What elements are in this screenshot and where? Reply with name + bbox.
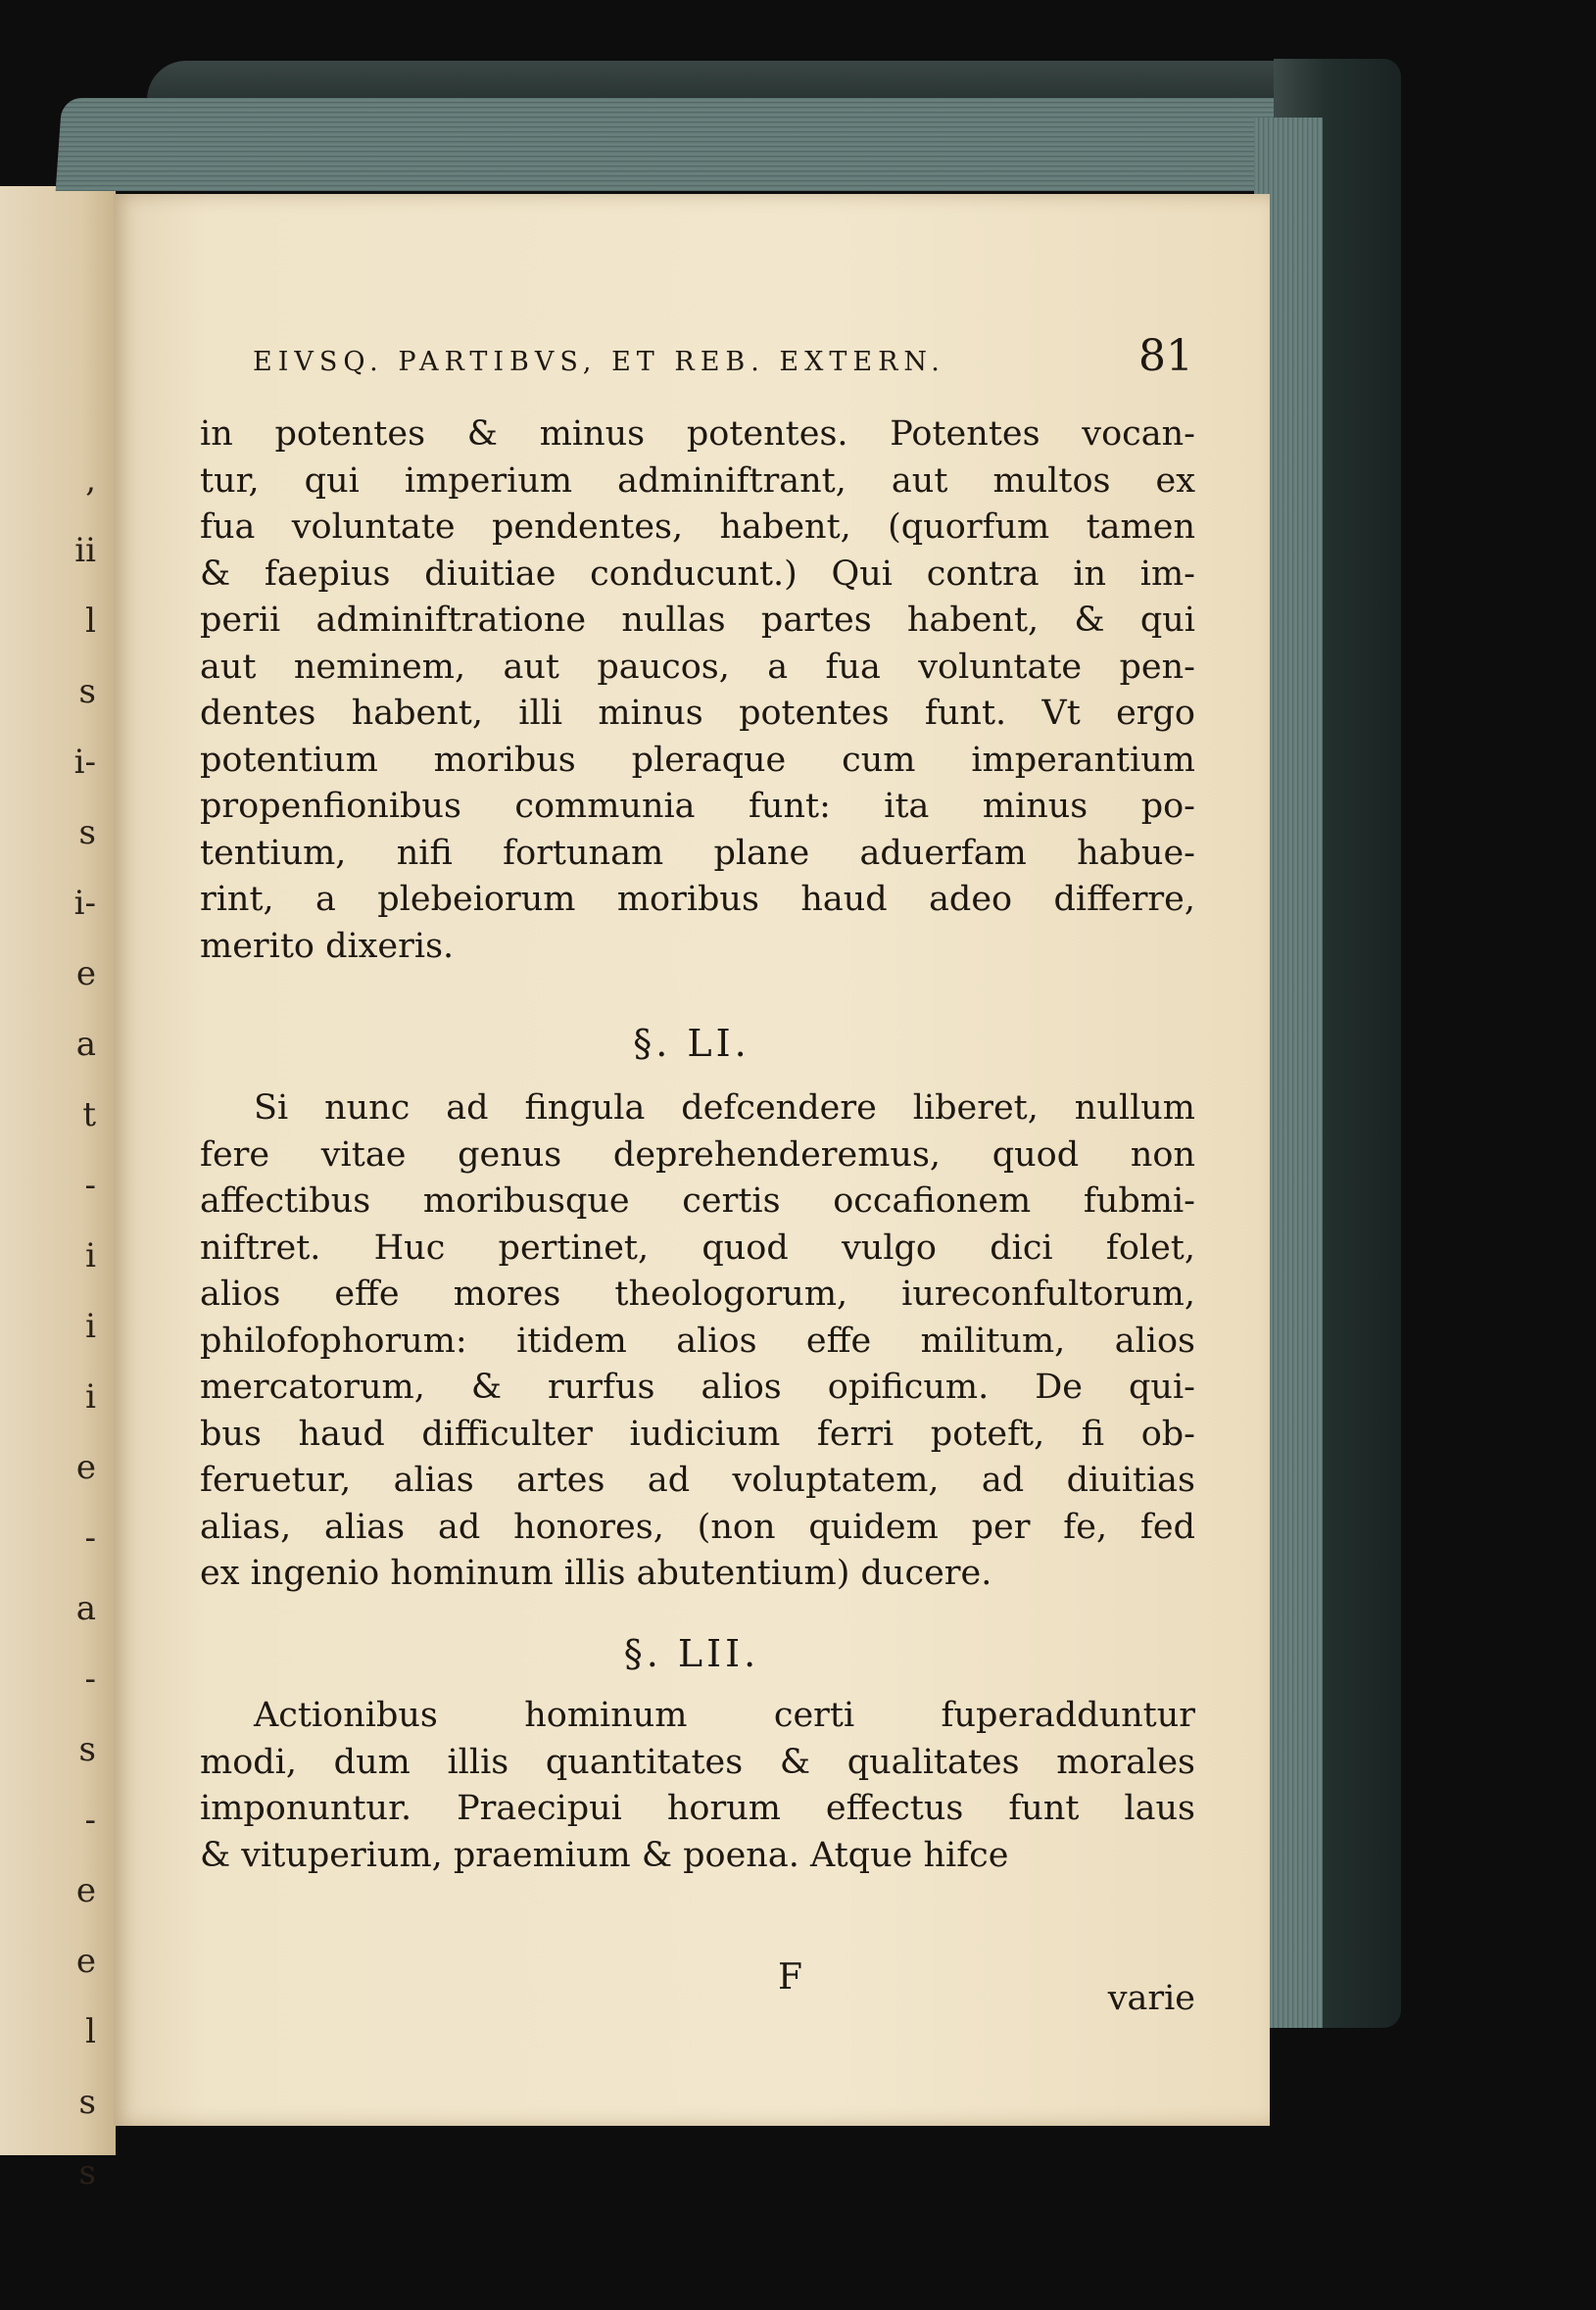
- text-line: aut neminem, aut paucos, a fua voluntate pen-: [200, 647, 1195, 687]
- text-line: niftret. Huc pertinet, quod vulgo dici folet,: [200, 1227, 1195, 1268]
- text-line: bus haud difficulter iudicium ferri poteft, fi ob-: [200, 1414, 1195, 1454]
- left-page-fragment: e: [75, 1448, 96, 1487]
- text-line: tur, qui imperium adminiftrant, aut multos ex: [200, 460, 1195, 501]
- text-line: rint, a plebeiorum moribus haud adeo differre,: [200, 880, 1195, 919]
- left-page-fragment: t: [82, 1095, 96, 1134]
- left-page-fragment: i-: [73, 884, 96, 923]
- text-line: & faepius diuitiae conducunt.) Qui contra in im-: [200, 553, 1195, 594]
- text-line: feruetur, alias artes ad voluptatem, ad diuitias: [200, 1461, 1195, 1500]
- text-line: modi, dum illis quantitates & qualitates morales: [200, 1742, 1195, 1782]
- left-page-fragment: -: [84, 1660, 96, 1699]
- left-page-fragment: a: [75, 1589, 96, 1628]
- signature-mark: F: [778, 1957, 802, 1997]
- left-facing-page: [0, 186, 116, 2192]
- running-head: [253, 331, 1193, 390]
- book-top-edge: [56, 98, 1376, 191]
- text-line: in potentes & minus potentes. Potentes vocan-: [200, 414, 1195, 454]
- left-page-fragment: i: [85, 1377, 96, 1417]
- book-page: [114, 194, 1270, 2126]
- text-line: affectibus moribusque certis occafionem fubmi-: [200, 1181, 1195, 1221]
- text-line: alios effe mores theologorum, iureconfultorum,: [200, 1275, 1195, 1314]
- text-line: Actionibus hominum certi fuperadduntur: [254, 1696, 1195, 1735]
- text-line: alias, alias ad honores, (non quidem per fe, fed: [200, 1507, 1195, 1547]
- text-line: propenfionibus communia funt: ita minus po-: [200, 787, 1195, 826]
- text-line: ex ingenio hominum illis abutentium) ducere.: [200, 1554, 992, 1593]
- left-page-fragment: i-: [73, 743, 96, 782]
- section-heading-52: §. LII.: [623, 1632, 760, 1675]
- text-line: fere vitae genus deprehenderemus, quod non: [200, 1134, 1195, 1175]
- text-line: Si nunc ad fingula defcendere liberet, nullum: [254, 1088, 1195, 1128]
- text-line: tentium, nifi fortunam plane aduerfam habue-: [200, 833, 1195, 873]
- text-line: perii adminiftratione nullas partes habent, & qui: [200, 601, 1195, 640]
- left-page-fragment: i: [85, 1307, 96, 1346]
- section-heading-51: §. LI.: [633, 1022, 750, 1065]
- running-title: EIVSQ. PARTIBVS, ET REB. EXTERN.: [253, 347, 945, 377]
- left-page-fragment: s: [78, 1730, 96, 1769]
- text-line: dentes habent, illi minus potentes funt. Vt ergo: [200, 694, 1195, 733]
- left-page-fragment: s: [78, 672, 96, 711]
- left-page-fragment: -: [84, 1166, 96, 1205]
- left-page-fragment: s: [78, 813, 96, 852]
- text-line: fua voluntate pendentes, habent, (quorfum tamen: [200, 507, 1195, 547]
- text-line: & vituperium, praemium & poena. Atque hifce: [200, 1835, 1009, 1875]
- left-page-fragment: a: [75, 1025, 96, 1064]
- text-line: potentium moribus pleraque cum imperantium: [200, 740, 1195, 780]
- section-52-text: [200, 1693, 1195, 1879]
- left-page-fragment: -: [84, 1518, 96, 1558]
- left-page-fragment: e: [75, 1942, 96, 1981]
- left-page-text-fragments: [0, 186, 116, 2192]
- paragraph-continuation: [200, 411, 1195, 970]
- left-page-fragment: i: [85, 1236, 96, 1275]
- section-51-text: [200, 1085, 1195, 1598]
- page-footer: [200, 1957, 1195, 2016]
- left-page-fragment: -: [84, 1801, 96, 1840]
- left-page-fragment: ii: [74, 531, 96, 570]
- left-page-fragment: l: [85, 602, 96, 641]
- left-page-fragment: l: [85, 2012, 96, 2051]
- left-page-fragment: e: [75, 1871, 96, 1910]
- catchword: varie: [1107, 1979, 1195, 2018]
- text-line: philofophorum: itidem alios effe militum, alios: [200, 1321, 1195, 1361]
- page-number: 81: [1138, 331, 1193, 381]
- left-page-fragment: s: [78, 2083, 96, 2122]
- text-line: merito dixeris.: [200, 926, 455, 966]
- text-line: imponuntur. Praecipui horum effectus funt laus: [200, 1789, 1195, 1828]
- left-page-fragment: s: [78, 2153, 96, 2192]
- left-page-fragment: e: [75, 954, 96, 993]
- left-page-fragment: ,: [85, 460, 96, 500]
- text-line: mercatorum, & rurfus alios opificum. De qui-: [200, 1368, 1195, 1407]
